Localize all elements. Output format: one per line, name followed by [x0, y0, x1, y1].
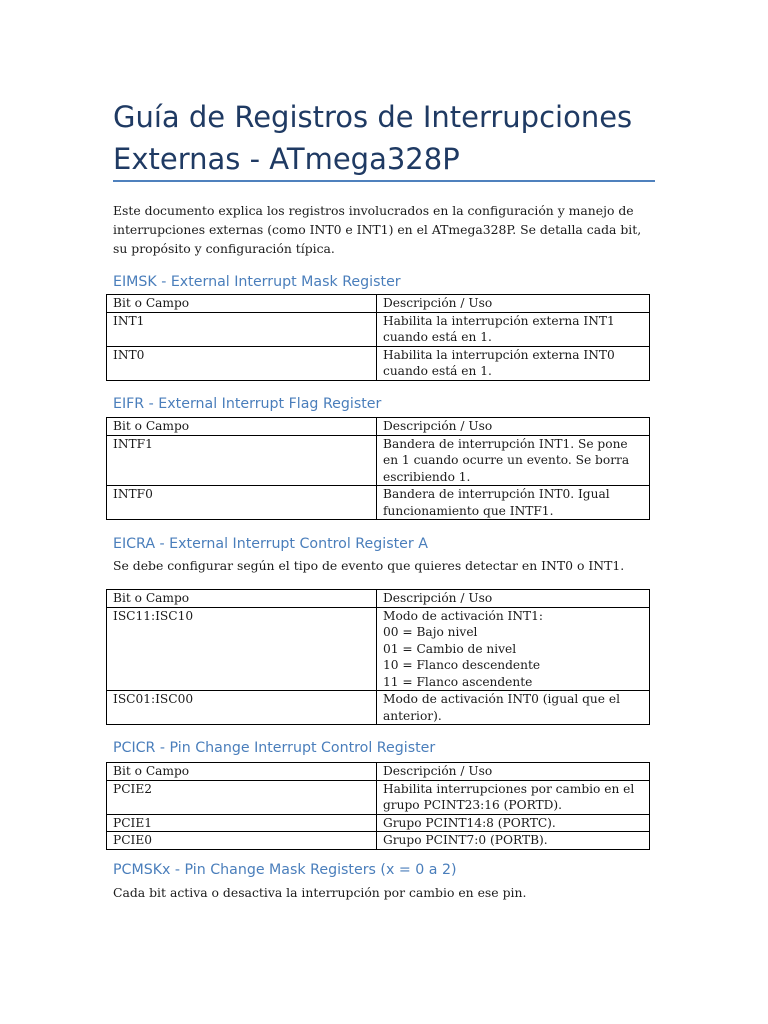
cell-field: INT0 [107, 346, 377, 380]
cell-field: ISC11:ISC10 [107, 607, 377, 691]
title-divider [113, 180, 655, 182]
table-row [107, 312, 650, 346]
heading-eicra: EICRA - External Interrupt Control Register A [113, 536, 428, 552]
table-pcicr [106, 762, 650, 850]
header-bit: Bit o Campo [107, 295, 377, 313]
cell-desc: Grupo PCINT7:0 (PORTB). [377, 832, 650, 850]
cell-field: PCIE2 [107, 780, 377, 814]
table-row [107, 691, 650, 725]
heading-pcmsk: PCMSKx - Pin Change Mask Registers (x = 0 a 2) [113, 862, 457, 878]
header-bit: Bit o Campo [107, 763, 377, 781]
table-row [107, 486, 650, 520]
desc-line: 00 = Bajo nivel [383, 625, 478, 639]
table-row [107, 435, 650, 486]
cell-desc: Bandera de interrupción INT1. Se pone en 1 cuando ocurre un evento. Se borra escribiendo 1. [377, 435, 650, 486]
header-bit: Bit o Campo [107, 418, 377, 436]
page-title-line-1: Guía de Registros de Interrupciones [113, 100, 633, 134]
header-bit: Bit o Campo [107, 590, 377, 608]
header-desc: Descripción / Uso [377, 590, 650, 608]
table-header-row [107, 418, 650, 436]
table-header-row [107, 763, 650, 781]
table-row [107, 346, 650, 380]
page-title [113, 96, 658, 180]
cell-field: PCIE1 [107, 814, 377, 832]
cell-desc: Habilita la interrupción externa INT1 cuando está en 1. [377, 312, 650, 346]
table-row [107, 814, 650, 832]
cell-field: INTF1 [107, 435, 377, 486]
header-desc: Descripción / Uso [377, 295, 650, 313]
heading-pcicr: PCICR - Pin Change Interrupt Control Register [113, 740, 436, 756]
cell-field: INTF0 [107, 486, 377, 520]
desc-line: 11 = Flanco ascendente [383, 674, 533, 689]
pcmsk-note: Cada bit activa o desactiva la interrupción por cambio en ese pin. [113, 885, 527, 900]
table-eifr [106, 417, 650, 520]
cell-desc [377, 607, 650, 691]
intro-paragraph: Este documento explica los registros involucrados en la configuración y manejo de interrupciones externas (como INT0 e INT1) en el ATmega328P. Se detalla cada bit, su propósito y configuración típica. [113, 203, 642, 256]
header-desc: Descripción / Uso [377, 763, 650, 781]
cell-field: ISC01:ISC00 [107, 691, 377, 725]
cell-field: INT1 [107, 312, 377, 346]
table-row [107, 832, 650, 850]
table-eimsk [106, 294, 650, 381]
table-eicra [106, 589, 650, 725]
cell-desc: Habilita la interrupción externa INT0 cuando está en 1. [377, 346, 650, 380]
table-row [107, 607, 650, 691]
cell-desc: Modo de activación INT0 (igual que el anterior). [377, 691, 650, 725]
cell-field: PCIE0 [107, 832, 377, 850]
header-desc: Descripción / Uso [377, 418, 650, 436]
desc-line: 10 = Flanco descendente [383, 658, 541, 672]
cell-desc: Bandera de interrupción INT0. Igual funcionamiento que INTF1. [377, 486, 650, 520]
cell-desc: Habilita interrupciones por cambio en el grupo PCINT23:16 (PORTD). [377, 780, 650, 814]
table-row [107, 780, 650, 814]
page-title-line-2: Externas - ATmega328P [113, 142, 460, 176]
table-header-row [107, 295, 650, 313]
table-header-row [107, 590, 650, 608]
desc-line: Modo de activación INT1: [383, 608, 544, 623]
cell-desc: Grupo PCINT14:8 (PORTC). [377, 814, 650, 832]
heading-eimsk: EIMSK - External Interrupt Mask Register [113, 274, 401, 290]
eicra-note: Se debe configurar según el tipo de evento que quieres detectar en INT0 o INT1. [113, 558, 625, 573]
heading-eifr: EIFR - External Interrupt Flag Register [113, 396, 382, 412]
desc-line: 01 = Cambio de nivel [383, 641, 517, 656]
